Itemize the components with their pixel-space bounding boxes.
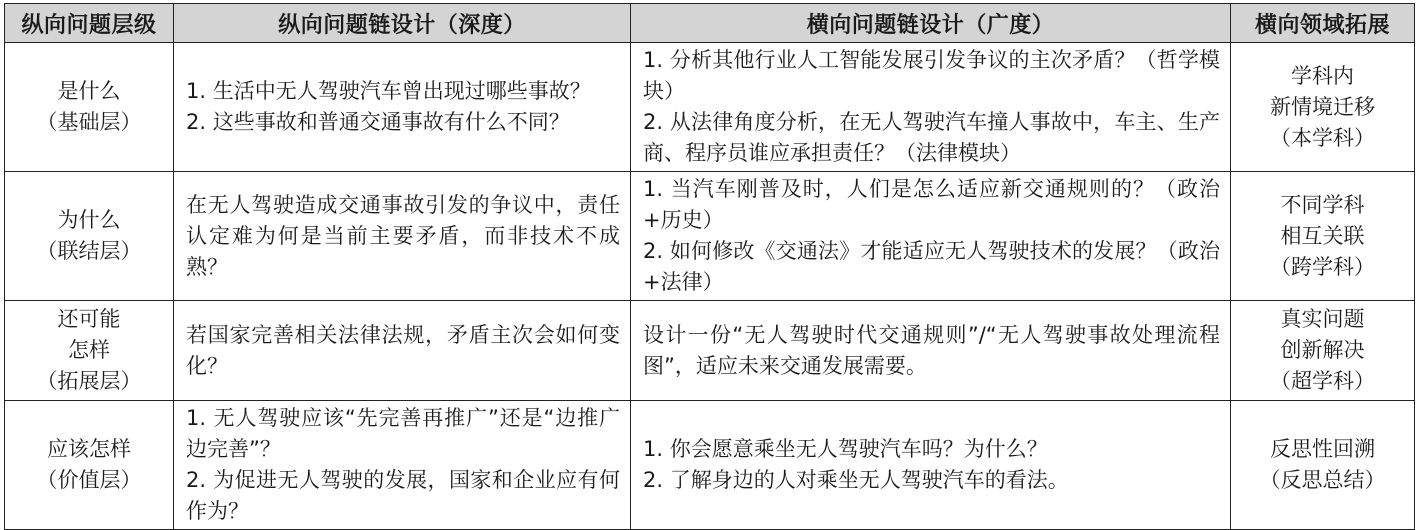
extension-text: 相互关联 <box>1280 223 1365 248</box>
header-vertical-level: 纵向问题层级 <box>5 4 174 43</box>
level-text: 怎样 <box>68 338 110 362</box>
depth-question: 1. 无人驾驶应该“先完善再推广”还是“边推广边完善”？ <box>186 406 620 461</box>
level-cell <box>5 43 174 172</box>
table-row <box>5 301 1415 401</box>
extension-text: （反思总结） <box>1259 468 1386 492</box>
header-horizontal-breadth: 横向问题链设计（广度） <box>631 4 1231 43</box>
extension-text: 学科内 <box>1291 63 1354 88</box>
depth-cell <box>174 43 631 172</box>
level-text: 还可能 <box>57 307 121 331</box>
extension-text: （本学科） <box>1270 125 1375 150</box>
breadth-question: 1. 当汽车刚普及时，人们是怎么适应新交通规则的？（政治+历史） <box>643 177 1220 232</box>
depth-question: 2. 这些事故和普通交通事故有什么不同？ <box>186 110 570 134</box>
level-layer: （基础层） <box>36 110 142 134</box>
level-layer: （拓展层） <box>36 369 142 393</box>
extension-text: （跨学科） <box>1270 254 1375 279</box>
level-text: 为什么 <box>57 208 121 232</box>
depth-question: 若国家完善相关法律法规，矛盾主次会如何变化？ <box>186 322 620 378</box>
breadth-cell <box>631 301 1231 401</box>
level-text: 应该怎样 <box>47 437 131 461</box>
extension-cell <box>1231 172 1415 301</box>
extension-text: 真实问题 <box>1280 307 1365 331</box>
breadth-question: 2. 如何修改《交通法》才能适应无人驾驶技术的发展？（政治+法律） <box>643 239 1220 294</box>
header-row <box>5 4 1415 43</box>
breadth-question: 2. 了解身边的人对乘坐无人驾驶汽车的看法。 <box>643 468 1069 492</box>
breadth-question: 1. 分析其他行业人工智能发展引发争议的主次矛盾？（哲学模块） <box>643 48 1220 103</box>
extension-text: 反思性回溯 <box>1270 437 1375 461</box>
extension-cell <box>1231 401 1415 530</box>
depth-cell <box>174 401 631 530</box>
level-cell <box>5 401 174 530</box>
depth-question: 在无人驾驶造成交通事故引发的争议中，责任认定难为何是当前主要矛盾，而非技术不成熟？ <box>186 192 620 279</box>
extension-text: （超学科） <box>1270 369 1375 393</box>
extension-text: 不同学科 <box>1280 192 1365 217</box>
level-cell <box>5 172 174 301</box>
level-layer: （价值层） <box>36 468 142 492</box>
header-vertical-depth: 纵向问题链设计（深度） <box>174 4 631 43</box>
depth-question: 1. 生活中无人驾驶汽车曾出现过哪些事故？ <box>186 79 591 103</box>
depth-cell <box>174 172 631 301</box>
breadth-cell <box>631 172 1231 301</box>
breadth-cell <box>631 43 1231 172</box>
table-row <box>5 172 1415 301</box>
breadth-question: 2. 从法律角度分析，在无人驾驶汽车撞人事故中，车主、生产商、程序员谁应承担责任？（法律模块） <box>643 110 1220 165</box>
extension-cell <box>1231 43 1415 172</box>
table-row <box>5 43 1415 172</box>
breadth-cell <box>631 401 1231 530</box>
depth-question: 2. 为促进无人驾驶的发展，国家和企业应有何作为？ <box>186 468 620 523</box>
question-chain-table <box>4 3 1415 530</box>
extension-cell <box>1231 301 1415 401</box>
breadth-question: 1. 你会愿意乘坐无人驾驶汽车吗？为什么？ <box>643 437 1048 461</box>
header-horizontal-extension: 横向领域拓展 <box>1231 4 1415 43</box>
level-layer: （联结层） <box>36 239 142 263</box>
extension-text: 新情境迁移 <box>1270 94 1375 119</box>
breadth-question: 设计一份“无人驾驶时代交通规则”/“无人驾驶事故处理流程图”，适应未来交通发展需要。 <box>643 322 1220 378</box>
extension-text: 创新解决 <box>1280 338 1365 362</box>
level-cell <box>5 301 174 401</box>
depth-cell <box>174 301 631 401</box>
level-text: 是什么 <box>57 79 121 103</box>
table-row <box>5 401 1415 530</box>
